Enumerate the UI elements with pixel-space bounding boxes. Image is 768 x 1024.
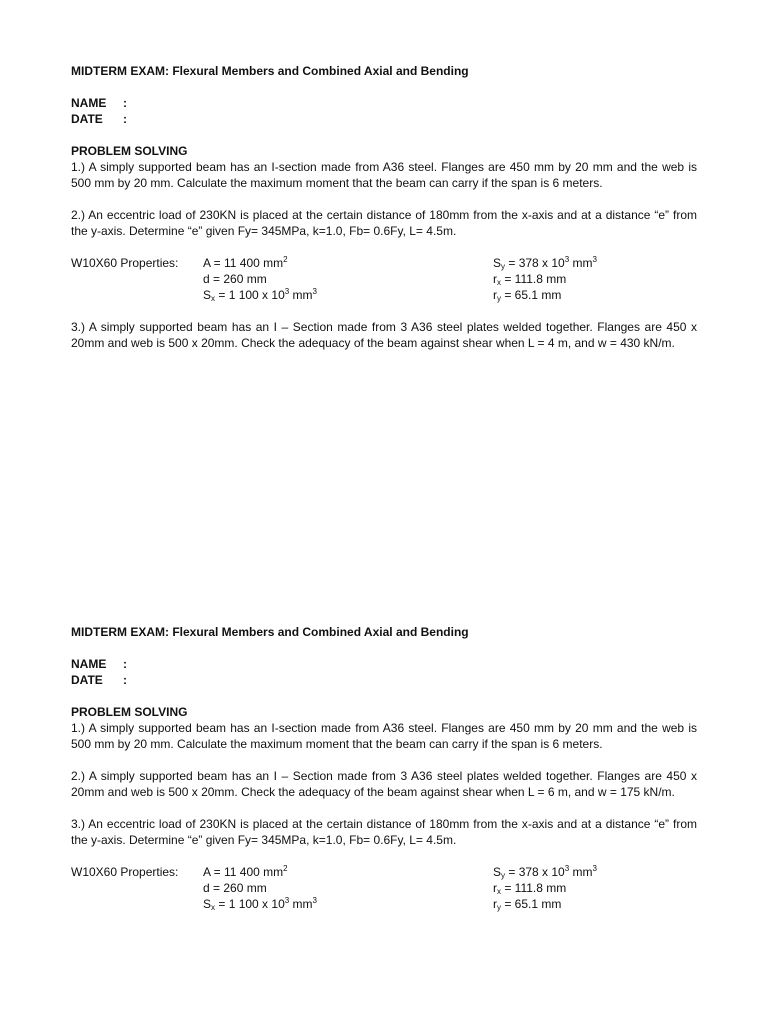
property-depth: d = 260 mm	[203, 272, 267, 286]
name-row	[71, 95, 697, 111]
problem-3: 3.) An eccentric load of 230KN is placed at the certain distance of 180mm from the x-axis and at a distance “e” from the y-axis. Determine “e” given Fy= 345MPa, k=1.0, Fb= 0.6Fy, L= 4.5m.	[71, 817, 697, 847]
section-heading: PROBLEM SOLVING	[71, 144, 188, 158]
name-colon: :	[123, 657, 127, 671]
section-properties	[71, 255, 697, 303]
exam-sheet-first	[71, 63, 697, 351]
property-sy: $S_y = 378$ x $10^3$ $mm^3$	[493, 255, 597, 271]
date-label: DATE	[71, 112, 103, 126]
section-properties	[71, 864, 697, 912]
problem-2: 2.) A simply supported beam has an I – Section made from 3 A36 steel plates welded together. Flanges are 450 x 20mm and web is 500 x 20mm. Check the adequacy of the beam against shear when L = 6 m, and w = 175 kN/m.	[71, 769, 697, 799]
properties-column-left	[203, 255, 317, 303]
property-ry: $r_y = 65.1$ mm	[493, 288, 562, 303]
properties-label: W10X60 Properties:	[71, 256, 179, 270]
property-ry: $r_y = 65.1$ mm	[493, 897, 562, 912]
properties-column-right	[493, 255, 597, 303]
problem-1: 1.) A simply supported beam has an I-section made from A36 steel. Flanges are 450 mm by 20 mm and the web is 500 mm by 20 mm. Calculate the maximum moment that the beam can carry if the span is 6 meters.	[71, 721, 697, 751]
property-sx: $S_x = 1$ 100 x $10^3$ $mm^3$	[203, 896, 317, 912]
properties-label: W10X60 Properties:	[71, 865, 179, 879]
properties-column-right	[493, 864, 597, 912]
section-heading: PROBLEM SOLVING	[71, 705, 188, 719]
name-label: NAME	[71, 96, 107, 110]
date-colon: :	[123, 673, 127, 687]
name-label: NAME	[71, 657, 107, 671]
problem-3: 3.) A simply supported beam has an I – Section made from 3 A36 steel plates welded together. Flanges are 450 x 20mm and web is 500 x 20mm. Check the adequacy of the beam against shear when L = 4 m, and w = 430 kN/m.	[71, 320, 697, 350]
student-info	[71, 95, 697, 127]
exam-title: MIDTERM EXAM: Flexural Members and Combined Axial and Bending	[71, 625, 469, 639]
problem-2: 2.) An eccentric load of 230KN is placed at the certain distance of 180mm from the x-axis and at a distance “e” from the y-axis. Determine “e” given Fy= 345MPa, k=1.0, Fb= 0.6Fy, L= 4.5m.	[71, 208, 697, 238]
property-depth: d = 260 mm	[203, 881, 267, 895]
name-row	[71, 656, 697, 672]
student-info	[71, 656, 697, 688]
exam-sheet-second	[71, 624, 697, 912]
problem-1: 1.) A simply supported beam has an I-section made from A36 steel. Flanges are 450 mm by 20 mm and the web is 500 mm by 20 mm. Calculate the maximum moment that the beam can carry if the span is 6 meters.	[71, 160, 697, 190]
name-colon: :	[123, 96, 127, 110]
date-row	[71, 111, 697, 127]
property-area: A = 11 400 $mm^2$	[203, 864, 288, 879]
date-colon: :	[123, 112, 127, 126]
property-sx: $S_x = 1$ 100 x $10^3$ $mm^3$	[203, 287, 317, 303]
date-label: DATE	[71, 673, 103, 687]
property-area: A = 11 400 $mm^2$	[203, 255, 288, 270]
exam-title: MIDTERM EXAM: Flexural Members and Combined Axial and Bending	[71, 64, 469, 78]
date-row	[71, 672, 697, 688]
property-rx: $r_x = 111.8$ mm	[493, 881, 567, 896]
property-sy: $S_y = 378$ x $10^3$ $mm^3$	[493, 864, 597, 880]
property-rx: $r_x = 111.8$ mm	[493, 272, 567, 287]
properties-column-left	[203, 864, 317, 912]
